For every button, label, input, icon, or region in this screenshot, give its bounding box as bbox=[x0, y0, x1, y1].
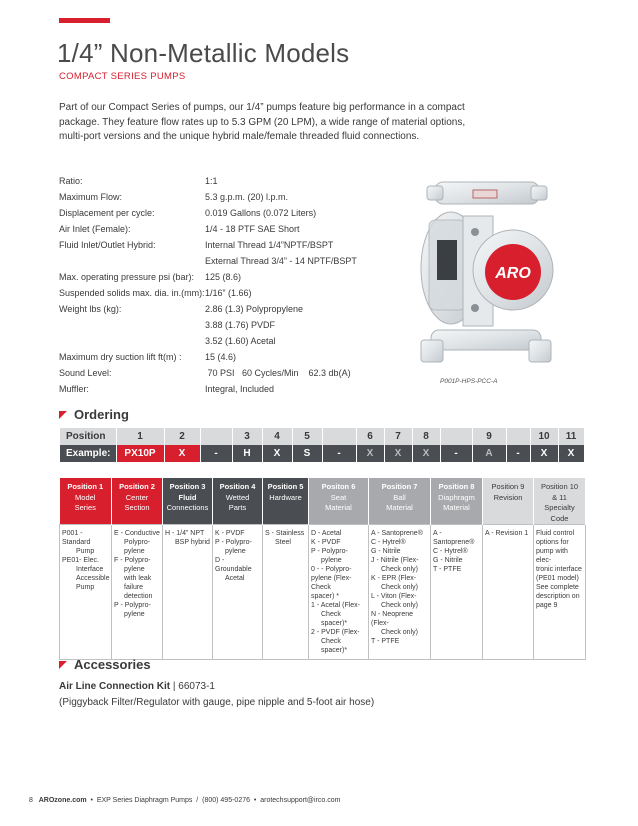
option-item: description on bbox=[536, 593, 580, 600]
option-cell bbox=[534, 525, 586, 660]
spec-row bbox=[59, 352, 389, 365]
triangle-bullet-icon bbox=[59, 661, 67, 669]
spec-value: 1/4 - 18 PTF SAE Short bbox=[205, 224, 300, 234]
spec-value: 2.86 (1.3) Polypropylene bbox=[205, 304, 304, 314]
pump-brand-logo: ARO bbox=[495, 265, 531, 282]
option-item: A - Revision 1 bbox=[485, 530, 529, 537]
example-code: X bbox=[164, 445, 200, 462]
example-separator: - bbox=[440, 445, 472, 462]
option-header-sub: Hardware bbox=[269, 492, 302, 502]
option-header bbox=[534, 478, 586, 525]
option-header-title: Position 2 bbox=[119, 482, 155, 491]
option-item: P - Polypro- bbox=[114, 602, 151, 609]
spec-value: 3.88 (1.76) PVDF bbox=[205, 320, 276, 330]
option-header-title: Position 4 bbox=[219, 482, 256, 491]
option-item: tronic interface bbox=[536, 566, 582, 573]
accessory-kit bbox=[59, 681, 215, 692]
position-row bbox=[60, 428, 584, 445]
option-header bbox=[263, 478, 309, 525]
option-header bbox=[483, 478, 534, 525]
option-item: K - PVDF bbox=[311, 539, 341, 546]
option-header-title: Position 8 bbox=[438, 482, 475, 491]
spec-row bbox=[59, 224, 389, 237]
example-code: X bbox=[384, 445, 412, 462]
option-item: G - Nitrile bbox=[433, 557, 463, 564]
option-header-sub: Fluid bbox=[178, 492, 197, 502]
position-number: 5 bbox=[292, 428, 322, 445]
option-header-title: Position 9 bbox=[491, 482, 525, 491]
spec-row bbox=[59, 320, 389, 333]
spec-row bbox=[59, 192, 389, 205]
option-cell bbox=[213, 525, 263, 660]
option-item: Check only) bbox=[381, 584, 418, 591]
spec-label: Maximum dry suction lift ft(m) : bbox=[59, 352, 182, 362]
position-number bbox=[506, 428, 530, 445]
spec-row bbox=[59, 336, 389, 349]
example-separator: - bbox=[322, 445, 356, 462]
spec-row bbox=[59, 304, 389, 317]
option-item: PE01- Elec. bbox=[62, 557, 99, 564]
example-code: S bbox=[292, 445, 322, 462]
option-item: T - PTFE bbox=[433, 566, 462, 573]
triangle-bullet-icon bbox=[59, 411, 67, 419]
accessories-heading-text: Accessories bbox=[74, 657, 151, 672]
option-item: pylene bbox=[124, 611, 145, 618]
spec-row bbox=[59, 240, 389, 253]
option-item: K - PVDF bbox=[215, 530, 245, 537]
option-item: pump with elec- bbox=[536, 548, 568, 564]
option-cell bbox=[369, 525, 431, 660]
position-number: 3 bbox=[232, 428, 262, 445]
position-number bbox=[440, 428, 472, 445]
page-title: 1/4” Non-Metallic Models bbox=[57, 38, 350, 68]
spec-value: 3.52 (1.60) Acetal bbox=[205, 336, 276, 346]
option-item: 0 - - Polypro- bbox=[311, 566, 352, 573]
option-header bbox=[369, 478, 431, 525]
position-number: 11 bbox=[558, 428, 584, 445]
header-accent-bar bbox=[59, 18, 110, 23]
position-number bbox=[322, 428, 356, 445]
option-header-title: Positon 6 bbox=[321, 482, 356, 491]
spec-label: Suspended solids max. dia. in.(mm): bbox=[59, 288, 205, 298]
position-number: 8 bbox=[412, 428, 440, 445]
option-item: S - Stainless bbox=[265, 530, 305, 537]
option-item: Steel bbox=[275, 539, 291, 546]
option-header bbox=[60, 478, 112, 525]
option-item: Check only) bbox=[381, 629, 418, 636]
position-example-table bbox=[60, 428, 585, 462]
option-item: Polypro- bbox=[124, 539, 151, 546]
spec-label: Maximum Flow: bbox=[59, 192, 123, 202]
option-item: A - Santoprene® bbox=[371, 530, 423, 537]
spec-label: Max. operating pressure psi (bar): bbox=[59, 272, 195, 282]
example-code: X bbox=[412, 445, 440, 462]
spec-row bbox=[59, 368, 389, 381]
option-header-sub: Material bbox=[386, 503, 413, 512]
spec-label: Fluid Inlet/Outlet Hybrid: bbox=[59, 240, 156, 250]
page-number: 8 bbox=[29, 797, 33, 804]
option-header-sub: Connections bbox=[166, 503, 209, 512]
option-header-sub: Revision bbox=[493, 492, 523, 502]
option-item: spacer) * bbox=[311, 593, 340, 600]
option-item: options for bbox=[536, 539, 569, 546]
option-item: 2 - PVDF (Flex- bbox=[311, 629, 360, 636]
option-item: N - Neoprene (Flex- bbox=[371, 611, 414, 627]
position-number: 10 bbox=[530, 428, 558, 445]
option-item: T - PTFE bbox=[371, 638, 400, 645]
option-cell bbox=[60, 525, 112, 660]
option-header-sub: Wetted bbox=[225, 492, 250, 502]
position-number: 2 bbox=[164, 428, 200, 445]
option-header-sub: Diaphragm bbox=[438, 492, 475, 502]
option-item: See complete bbox=[536, 584, 579, 591]
option-item: A - Santoprene® bbox=[433, 530, 475, 546]
option-header bbox=[213, 478, 263, 525]
option-item: Pump bbox=[76, 548, 95, 555]
example-code: PX10P bbox=[116, 445, 164, 462]
example-code: X bbox=[530, 445, 558, 462]
option-item: pylene bbox=[124, 548, 145, 555]
page-subtitle: COMPACT SERIES PUMPS bbox=[59, 71, 186, 82]
option-item: C - Hytrel® bbox=[371, 539, 406, 546]
spec-value: 1:1 bbox=[205, 176, 218, 186]
option-item: Accessible bbox=[76, 575, 110, 582]
options-header-row bbox=[60, 478, 586, 525]
position-number: 9 bbox=[472, 428, 506, 445]
spec-value: External Thread 3/4” - 14 NPTF/BSPT bbox=[205, 256, 357, 266]
example-code: A bbox=[472, 445, 506, 462]
option-header bbox=[309, 478, 369, 525]
example-label: Example: bbox=[60, 445, 116, 462]
option-item: detection bbox=[124, 593, 153, 600]
option-item: J - Nitrile (Flex- bbox=[371, 557, 419, 564]
option-header-title: Position 5 bbox=[267, 482, 304, 491]
option-item: D - Acetal bbox=[311, 530, 342, 537]
accessories-heading bbox=[59, 657, 151, 672]
spec-row bbox=[59, 176, 389, 189]
accessory-kit-number: | 66073-1 bbox=[170, 681, 215, 692]
position-number bbox=[200, 428, 232, 445]
intro-line: Part of our Compact Series of pumps, our 1/4” pumps feature big performance in a compact bbox=[59, 102, 465, 113]
option-header-title: Position 3 bbox=[169, 482, 206, 491]
option-item: Check only) bbox=[381, 602, 418, 609]
option-header-sub: Model bbox=[75, 492, 96, 502]
option-item: Interface bbox=[76, 566, 104, 573]
option-item: pylene bbox=[321, 557, 342, 564]
pump-caption: P001P-HPS-PCC-A bbox=[440, 378, 498, 385]
accessory-kit-name: Air Line Connection Kit bbox=[59, 681, 171, 692]
spec-value: 1/16” (1.66) bbox=[205, 288, 252, 298]
ordering-options-table bbox=[59, 478, 586, 660]
option-item: C - Hytrel® bbox=[433, 548, 468, 555]
position-label: Position bbox=[60, 428, 116, 445]
example-code: X bbox=[356, 445, 384, 462]
option-item: Check only) bbox=[381, 566, 418, 573]
option-item: pylene (Flex-Check bbox=[311, 575, 352, 591]
option-item: Acetal bbox=[225, 575, 245, 582]
option-header-sub: Series bbox=[74, 503, 96, 512]
option-item: E - Conductive bbox=[114, 530, 160, 537]
spec-value: Integral, Included bbox=[205, 384, 275, 394]
option-item: pylene bbox=[124, 566, 145, 573]
option-header-title: Position 1 bbox=[67, 482, 104, 491]
example-separator: - bbox=[200, 445, 232, 462]
intro-paragraph bbox=[59, 101, 469, 145]
option-item: Check spacer)* bbox=[321, 638, 348, 654]
options-body-row bbox=[60, 525, 586, 660]
position-number: 1 bbox=[116, 428, 164, 445]
option-item: page 9 bbox=[536, 602, 558, 609]
option-cell bbox=[112, 525, 163, 660]
spec-label: Ratio: bbox=[59, 176, 83, 186]
option-header bbox=[112, 478, 163, 525]
example-code: H bbox=[232, 445, 262, 462]
option-item: L - Viton (Flex- bbox=[371, 593, 417, 600]
option-header-sub: Material bbox=[325, 503, 352, 512]
option-header-sub: Section bbox=[124, 503, 150, 512]
option-header-sub: Ball bbox=[393, 492, 406, 502]
option-item: Pump bbox=[76, 584, 95, 591]
option-cell bbox=[309, 525, 369, 660]
option-header bbox=[163, 478, 213, 525]
option-item: F - Polypro- bbox=[114, 557, 151, 564]
spec-label: Air Inlet (Female): bbox=[59, 224, 131, 234]
option-header-sub: Seat bbox=[330, 492, 347, 502]
spec-label: Weight lbs (kg): bbox=[59, 304, 122, 314]
option-item: (PE01 model) bbox=[536, 575, 579, 582]
pump-image bbox=[415, 180, 557, 368]
option-cell bbox=[163, 525, 213, 660]
option-item: D - Groundable bbox=[215, 557, 252, 573]
option-header-sub: Parts bbox=[228, 503, 247, 512]
option-header-sub: & 11 bbox=[552, 492, 567, 502]
spec-label: Sound Level: bbox=[59, 368, 112, 378]
option-item: P001 - Standard bbox=[62, 530, 91, 546]
spec-value: 125 (8.6) bbox=[205, 272, 242, 282]
spec-value: 0.019 Gallons (0.072 Liters) bbox=[205, 208, 317, 218]
page-footer bbox=[29, 797, 340, 804]
spec-row bbox=[59, 208, 389, 221]
position-number: 6 bbox=[356, 428, 384, 445]
option-cell bbox=[263, 525, 309, 660]
spec-label: Displacement per cycle: bbox=[59, 208, 155, 218]
example-code: X bbox=[558, 445, 584, 462]
option-item: with leak bbox=[124, 575, 152, 582]
position-number: 4 bbox=[262, 428, 292, 445]
option-item: P - Polypro- bbox=[215, 539, 252, 546]
option-item: Fluid control bbox=[536, 530, 575, 537]
option-item: P - Polypro- bbox=[311, 548, 348, 555]
spec-value: Internal Thread 1/4”NPTF/BSPT bbox=[205, 240, 334, 250]
position-number: 7 bbox=[384, 428, 412, 445]
ordering-heading bbox=[59, 407, 129, 422]
intro-line: package. They feature flow rates up to 5.3 GPM (20 LPM), a wide range of material options, bbox=[59, 116, 466, 128]
spec-label: Muffler: bbox=[59, 384, 89, 394]
option-header-sub: Specialty Code bbox=[544, 503, 575, 523]
option-header bbox=[431, 478, 483, 525]
option-header-title: Position 10 bbox=[540, 482, 579, 491]
option-cell bbox=[431, 525, 483, 660]
spec-row bbox=[59, 272, 389, 285]
spec-value: 70 PSI 60 Cycles/Min 62.3 db(A) bbox=[205, 368, 351, 378]
footer-site-link[interactable]: AROzone.com bbox=[38, 797, 87, 804]
option-item: Check spacer)* bbox=[321, 611, 348, 627]
spec-value: 15 (4.6) bbox=[205, 352, 237, 362]
example-separator: - bbox=[506, 445, 530, 462]
ordering-heading-text: Ordering bbox=[74, 407, 129, 422]
spec-row bbox=[59, 256, 389, 269]
option-item: BSP hybrid bbox=[175, 539, 210, 546]
option-header-sub: Material bbox=[443, 503, 470, 512]
option-item: K - EPR (Flex- bbox=[371, 575, 417, 582]
option-header-sub: Center bbox=[125, 492, 149, 502]
spec-row bbox=[59, 384, 389, 397]
option-item: H - 1/4” NPT bbox=[165, 530, 205, 537]
example-code: X bbox=[262, 445, 292, 462]
option-cell bbox=[483, 525, 534, 660]
example-row bbox=[60, 445, 584, 462]
intro-line: multi-port versions and the unique hybrid male/female threaded fluid connections. bbox=[59, 131, 420, 142]
option-item: failure bbox=[124, 584, 144, 591]
spec-row bbox=[59, 288, 389, 301]
spec-value: 5.3 g.p.m. (20) l.p.m. bbox=[205, 192, 289, 202]
option-item: 1 - Acetal (Flex- bbox=[311, 602, 361, 609]
option-header-title: Position 7 bbox=[381, 482, 418, 491]
option-item: pylene bbox=[225, 548, 246, 555]
option-item: G - Nitrile bbox=[371, 548, 401, 555]
footer-text: • EXP Series Diaphragm Pumps / (800) 495-0276 • arotechsupport@irco.com bbox=[86, 797, 341, 804]
accessory-kit-description: (Piggyback Filter/Regulator with gauge, pipe nipple and 5-foot air hose) bbox=[59, 697, 375, 708]
